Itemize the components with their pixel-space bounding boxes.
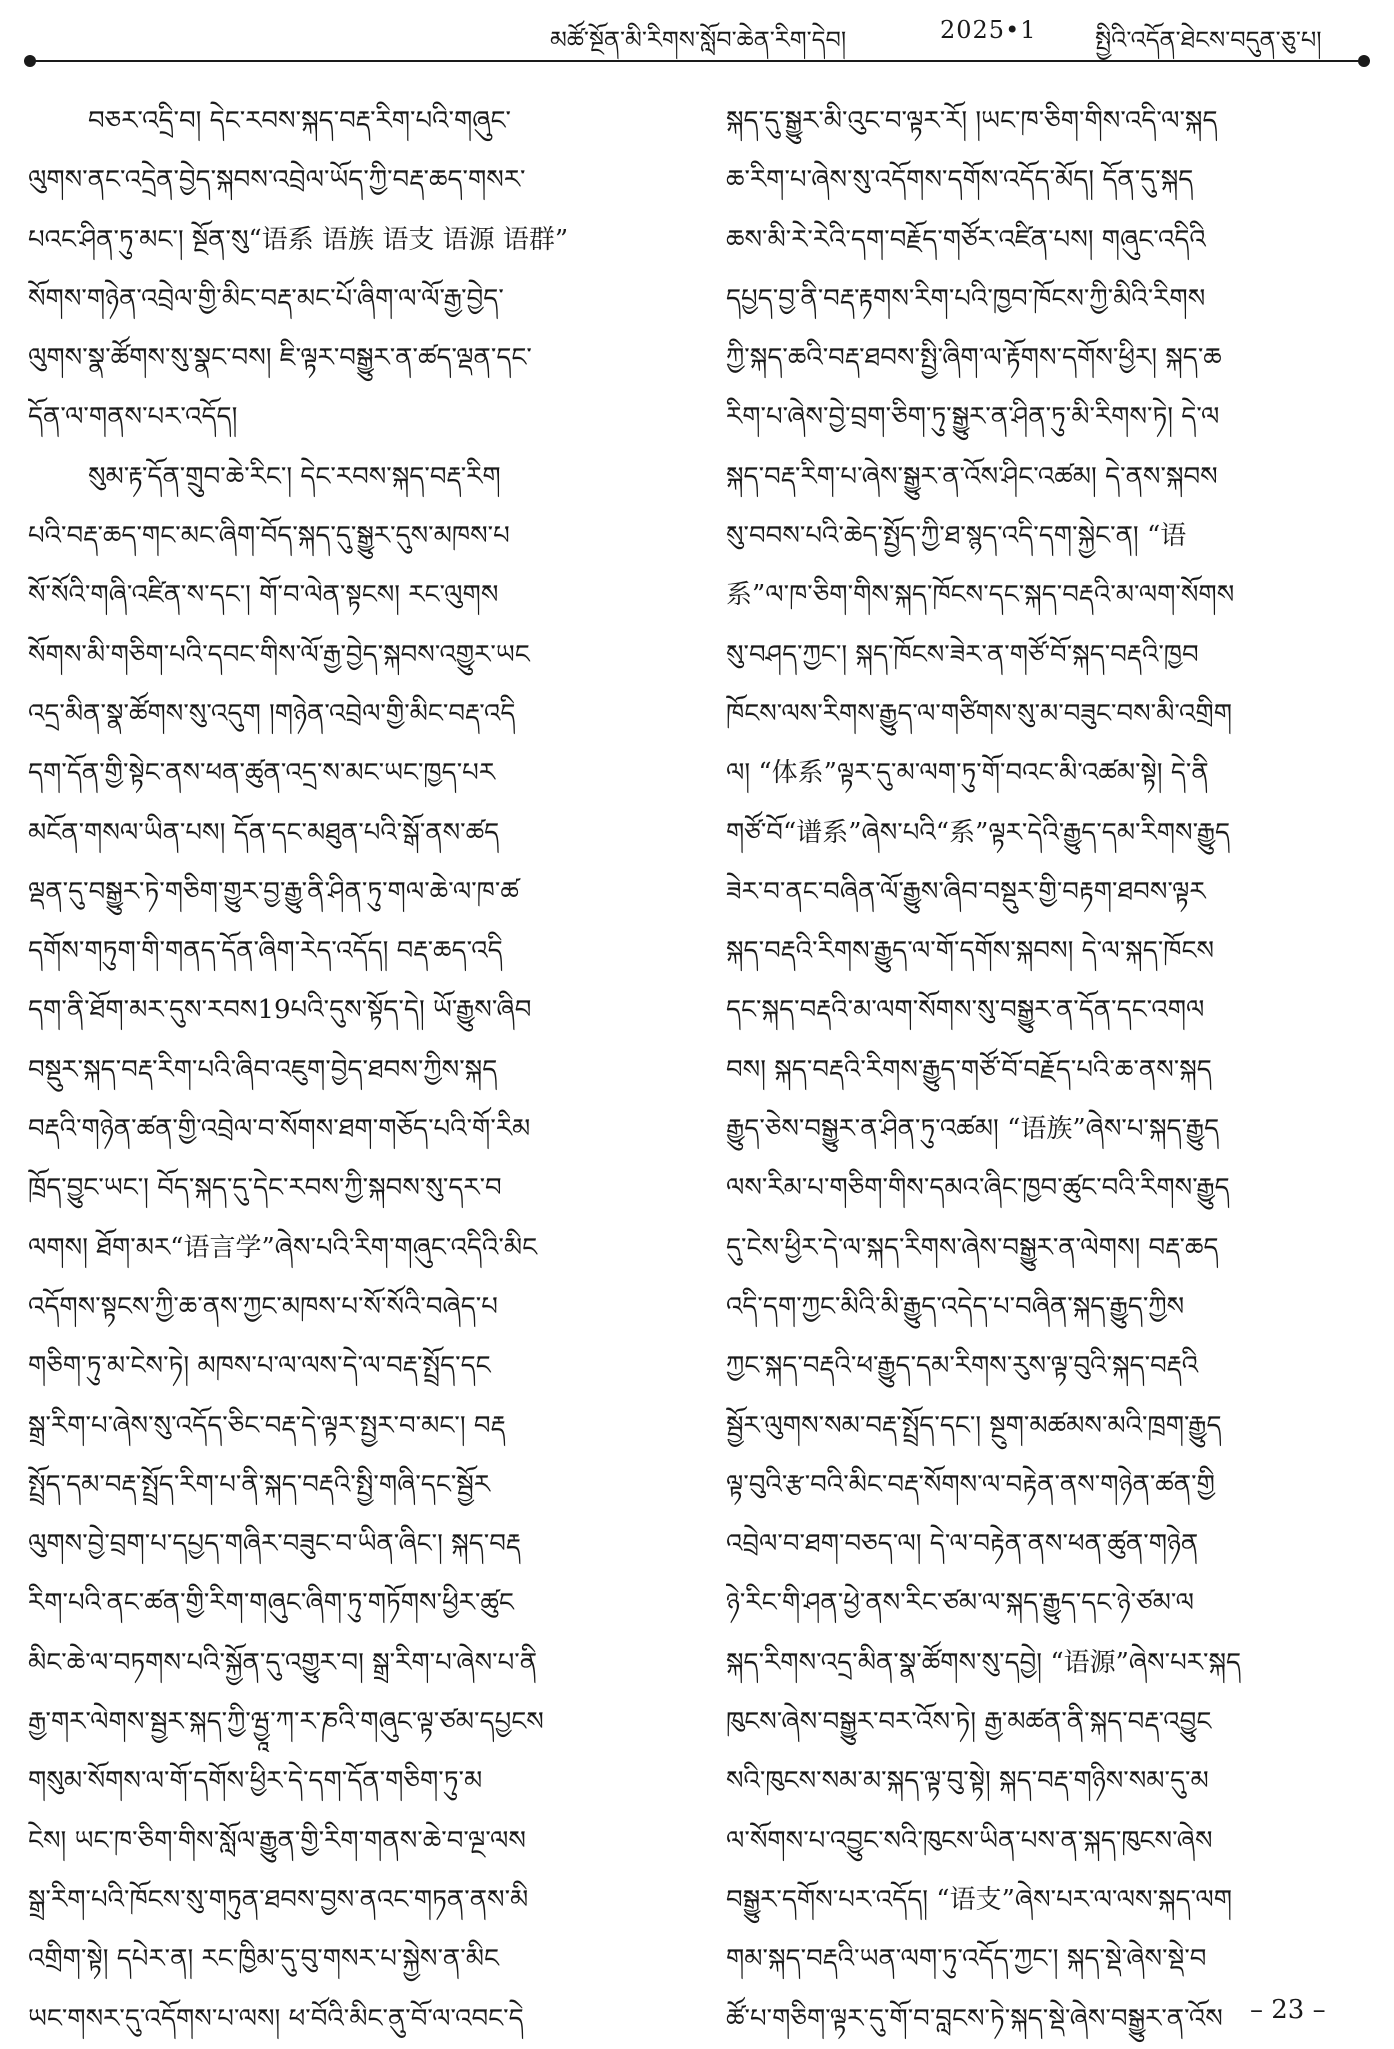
text-line: བསྒྱུར་དགོས་པར་འདོད། “语支”ཞེས་པར་ལ་ལས་སྐད་ལག bbox=[726, 1884, 1232, 1915]
text-line: སོགས་གཉེན་འབྲེལ་གྱི་མིང་བརྡ་མང་པོ་ཞིག་ལ་ལོ་རྒྱ་བྱེད་ bbox=[28, 283, 504, 314]
text-line: རྒྱ་གར་ལེགས་སྦྱར་སྐད་ཀྱི་ཝྱཱ་ཀ་ར་ཎའི་གཞུང་ལྟ་ཙམ་དཔྱངས bbox=[28, 1707, 544, 1738]
page-number: – 23 – bbox=[1250, 1995, 1326, 2025]
text-line: ཟེར་བ་ནང་བཞིན་ལོ་རྒྱུས་ཞིབ་བསྡུར་གྱི་བརྟག་ཐབས་ལྟར bbox=[726, 876, 1206, 907]
text-line: དགོས་གཏུག་གི་གནད་དོན་ཞིག་རེད་འདོད། བརྡ་ཆད་འདི bbox=[28, 936, 503, 967]
text-line: དོན་ལ་གནས་པར་འདོད། bbox=[28, 402, 238, 433]
text-line: ལགས། ཐོག་མར“语言学”ཞེས་པའི་རིག་གཞུང་འདིའི་མིང bbox=[28, 1232, 538, 1263]
text-line: ངེས། ཡང་ཁ་ཅིག་གིས་སློལ་རྒྱུན་གྱི་རིག་གནས་ཆེ་བ་ལྔ་ལས bbox=[28, 1825, 526, 1856]
text-line: ཀྱང་སྐད་བརྡའི་ཕ་རྒྱུད་དམ་རིགས་རུས་ལྟ་བུའི་སྐད་བརྡའི bbox=[726, 1351, 1199, 1382]
text-line: རིག་པའི་ནང་ཚན་གྱི་རིག་གཞུང་ཞིག་ཏུ་གཏོགས་ཕྱིར་ཚུང bbox=[28, 1588, 514, 1619]
rule-dot-left bbox=[24, 55, 36, 67]
text-line: ལ། “体系”ལྟར་དུ་མ་ལག་ཏུ་གོ་བའང་མི་འཚམ་སྟེ། དེ་ནི bbox=[726, 758, 1209, 789]
text-line: ཆ་རིག་པ་ཞེས་སུ་འདོགས་དགོས་འདོད་མོད། དོན་དུ་སྐད bbox=[726, 165, 1194, 196]
text-line: ཀྱི་སྐད་ཆའི་བརྡ་ཐབས་སྤྱི་ཞིག་ལ་རྟོགས་དགོས་ཕྱིར། སྐད་ཆ bbox=[726, 343, 1222, 374]
text-line: སུ་བབས་པའི་ཆེད་སྤྱོད་ཀྱི་ཐ་སྙད་འདི་དག་སྐྱེང་ན། “语 bbox=[726, 521, 1187, 552]
issue-number: སྤྱིའི་འདོན་ཐེངས་བདུན་ཅུ་པ། bbox=[1095, 26, 1322, 54]
text-line: གསུམ་སོགས་ལ་གོ་དགོས་ཕྱིར་དེ་དག་དོན་གཅིག་ཏུ་མ bbox=[28, 1766, 483, 1797]
text-line: སོགས་མི་གཅིག་པའི་དབང་གིས་ལོ་རྒྱ་བྱེད་སྐབས་འགྱུར་ཡང bbox=[28, 639, 530, 670]
text-line: ལྡན་དུ་བསྒྱུར་ཏེ་གཅིག་གྱུར་བྱ་རྒྱུ་ནི་ཤིན་ཏུ་གལ་ཆེ་ལ་ཁ་ཚ bbox=[28, 876, 519, 907]
text-line: སྐད་བརྡ་རིག་པ་ཞེས་སྒྱུར་ན་འོས་ཤིང་འཚམ། དེ་ནས་སྐབས bbox=[726, 461, 1218, 492]
text-line: འབྲེལ་བ་ཐག་བཅད་ལ། དེ་ལ་བརྟེན་ནས་ཕན་ཚུན་གཉེན bbox=[726, 1529, 1199, 1560]
text-line: སྒྲ་རིག་པ་ཞེས་སུ་འདོད་ཅིང་བརྡ་དེ་ལྟར་སྤྱར་བ་མང་། བརྡ bbox=[28, 1410, 506, 1441]
text-line: དུ་ངེས་ཕྱིར་དེ་ལ་སྐད་རིགས་ཞེས་བསྒྱུར་ན་ལེགས། བརྡ་ཆད bbox=[726, 1232, 1219, 1263]
text-line: སྐད་བརྡའི་རིགས་རྒྱུད་ལ་གོ་དགོས་སྐབས། དེ་ལ་སྐད་ཁོངས bbox=[726, 936, 1214, 967]
text-line: ལས་རིམ་པ་གཅིག་གིས་དམའ་ཞིང་ཁྱབ་ཚུང་བའི་རིགས་རྒྱུད bbox=[726, 1173, 1230, 1204]
text-line: འདྲ་མིན་སྣ་ཚོགས་སུ་འདུག །གཉེན་འབྲེལ་གྱི་མིང་བརྡ་འདི bbox=[28, 698, 516, 729]
text-line: འདི་དག་ཀྱང་མིའི་མི་རྒྱུད་འདེད་པ་བཞིན་སྐད་རྒྱུད་ཀྱིས bbox=[726, 1291, 1185, 1322]
text-line: རིག་པ་ཞེས་བྱེ་བྲག་ཅིག་ཏུ་སྒྱུར་ན་ཤིན་ཏུ་མི་རིགས་ཏེ། དེ་ལ bbox=[726, 402, 1220, 433]
text-line: མིང་ཆེ་ལ་བཏགས་པའི་སྐྱོན་དུ་འགྱུར་བ། སྒྲ་རིག་པ་ཞེས་པ་ནི bbox=[28, 1647, 538, 1678]
text-line: སྦྱོར་ལུགས་སམ་བརྡ་སྤྲོད་དང་། སྔུག་མཚམས་མའི་ཁྲག་རྒྱུད bbox=[726, 1410, 1222, 1441]
text-line: ལུགས་བྱེ་བྲག་པ་དཔྱད་གཞིར་བཟུང་བ་ཡིན་ཞིང་། སྐད་བརྡ bbox=[28, 1529, 521, 1560]
text-line: ཁོངས་ལས་རིགས་རྒྱུད་ལ་གཙིགས་སུ་མ་བཟུང་བས་མི་འགྲིག bbox=[726, 698, 1233, 729]
text-line: སུ་བཤད་ཀྱང་། སྐད་ཁོངས་ཟེར་ན་གཙོ་བོ་སྐད་བརྡའི་ཁྱབ bbox=[726, 639, 1199, 670]
text-line: ཁུངས་ཞེས་བསྒྱུར་བར་འོས་ཏེ། རྒྱ་མཚན་ནི་སྐད་བརྡ་འབྱུང bbox=[726, 1707, 1212, 1738]
text-line: བརྡའི་གཉེན་ཚན་གྱི་འབྲེལ་བ་སོགས་ཐག་གཅོད་པའི་གོ་རིམ bbox=[28, 1114, 531, 1145]
text-line: ཁྲོད་བྱུང་ཡང་། བོད་སྐད་དུ་དེང་རབས་ཀྱི་སྐབས་སུ་དར་བ bbox=[28, 1173, 502, 1204]
text-line: སྐད་དུ་སྒྱུར་མི་འུང་བ་ལྟར་རོ། །ཡང་ཁ་ཅིག་གིས་འདི་ལ་སྐད bbox=[726, 106, 1218, 136]
text-line: བསྡུར་སྐད་བརྡ་རིག་པའི་ཞིབ་འཇུག་བྱེད་ཐབས་ཀྱིས་སྐད bbox=[28, 1054, 498, 1085]
text-line: བཅར་འདྲི་བ། དེང་རབས་སྐད་བརྡ་རིག་པའི་གཞུང་ bbox=[88, 106, 511, 136]
text-line: སྐད་རིགས་འདྲ་མིན་སྣ་ཚོགས་སུ་དབྱེ། “语源”ཞེས་པར་སྐད bbox=[726, 1647, 1242, 1678]
text-line: ཚོ་པ་གཅིག་ལྟར་དུ་གོ་བ་བླངས་ཏེ་སྐད་སྡེ་ཞེས་བསྒྱུར་ན་འོས bbox=[726, 2003, 1223, 2034]
text-line: སོ་སོའི་གཞི་འཛིན་ས་དང་། གོ་བ་ལེན་སྟངས། རང་ལུགས bbox=[28, 580, 499, 611]
text-line: སའི་ཁུངས་སམ་མ་སྐད་ལྟ་བུ་སྟེ། སྐད་བརྡ་གཉིས་སམ་དུ་མ bbox=[726, 1766, 1209, 1797]
page-header bbox=[0, 0, 1394, 70]
text-line: དག་ནི་ཐོག་མར་དུས་རབས19པའི་དུས་སྟོད་དེ། ཡོ་རྒྱུས་ཞིབ bbox=[28, 995, 532, 1026]
text-line: སྤྲོད་དམ་བརྡ་སྤྲོད་རིག་པ་ནི་སྐད་བརྡའི་སྤྱི་གཞི་དང་སྦྱོར bbox=[28, 1469, 491, 1500]
text-line: གཙོ་བོ“谱系”ཞེས་པའི“系”ལྟར་དེའི་རྒྱུད་དམ་རིགས་རྒྱུད bbox=[726, 817, 1231, 848]
text-line: ལུགས་ནང་འདྲེན་བྱེད་སྐབས་འབྲེལ་ཡོད་ཀྱི་བརྡ་ཆད་གསར་ bbox=[28, 165, 526, 196]
text-line: སུམ་རྟ་དོན་གྲུབ་ཆེ་རིང་། དེང་རབས་སྐད་བརྡ་རིག bbox=[88, 461, 501, 492]
text-line: འདོགས་སྟངས་ཀྱི་ཆ་ནས་ཀྱང་མཁས་པ་སོ་སོའི་བཞེད་པ bbox=[28, 1291, 498, 1322]
right-column bbox=[726, 92, 1344, 2049]
header-rule bbox=[30, 60, 1364, 62]
text-line: པའང་ཤིན་ཏུ་མང་། སྔོན་སུ“语系 语族 语支 语源 语群” bbox=[28, 224, 569, 255]
text-line: མངོན་གསལ་ཡིན་པས། དོན་དང་མཐུན་པའི་སྒོ་ནས་ཚད bbox=[28, 817, 500, 848]
text-line: ལུགས་སྣ་ཚོགས་སུ་སྣང་བས། ཇི་ལྟར་བསྒྱུར་ན་ཚད་ལྡན་དང་ bbox=[28, 343, 532, 374]
text-line: པའི་བརྡ་ཆད་གང་མང་ཞིག་བོད་སྐད་དུ་སྒྱུར་དུས་མཁས་པ bbox=[28, 521, 510, 552]
text-line: གཅིག་ཏུ་མ་ངེས་ཏེ། མཁས་པ་ལ་ལས་དེ་ལ་བརྡ་སྤྲོད་དང bbox=[28, 1351, 491, 1382]
text-line: ལྟ་བུའི་རྩ་བའི་མིང་བརྡ་སོགས་ལ་བརྟེན་ནས་གཉེན་ཚན་གྱི bbox=[726, 1469, 1215, 1500]
text-line: ཉེ་རིང་གི་ཤན་ཕྱེ་ནས་རིང་ཙམ་ལ་སྐད་རྒྱུད་དང་ཉེ་ཙམ་ལ bbox=[726, 1588, 1194, 1619]
text-line: དང་སྐད་བརྡའི་མ་ལག་སོགས་སུ་བསྒྱུར་ན་དོན་དང་འགལ bbox=[726, 995, 1205, 1026]
text-line: སྒྲ་རིག་པའི་ཁོངས་སུ་གཏུན་ཐབས་བྱས་ནའང་གཏན་ནས་མི bbox=[28, 1884, 529, 1915]
text-line: གམ་སྐད་བརྡའི་ཡན་ལག་ཏུ་འདོད་ཀྱང་། སྐད་སྡེ་ཞེས་སྡེ་བ bbox=[726, 1944, 1207, 1975]
left-column bbox=[28, 92, 646, 2049]
text-line: དཔྱད་བྱ་ནི་བརྡ་རྟགས་རིག་པའི་ཁྱབ་ཁོངས་ཀྱི་མིའི་རིགས bbox=[726, 283, 1206, 314]
year-issue: 2025•1 bbox=[940, 16, 1037, 44]
journal-title: མཚོ་སྔོན་མི་རིགས་སློབ་ཆེན་རིག་དེབ། bbox=[550, 26, 847, 54]
rule-dot-right bbox=[1358, 55, 1370, 67]
text-line: ཆས་མི་རེ་རེའི་དག་བརྗོད་གཙོར་འཛིན་པས། གཞུང་འདིའི bbox=[726, 224, 1206, 255]
text-line: རྒྱུད་ཅེས་བསྒྱུར་ན་ཤིན་ཏུ་འཚམ། “语族”ཞེས་པ་སྐད་རྒྱུད bbox=[726, 1114, 1220, 1145]
text-line: 系”ལ་ཁ་ཅིག་གིས་སྐད་ཁོངས་དང་སྐད་བརྡའི་མ་ལག་སོགས bbox=[726, 580, 1235, 611]
text-line: ཡང་གསར་དུ་འདོགས་པ་ལས། ཕ་བོའི་མིང་ནུ་བོ་ལ་འབང་དེ bbox=[28, 2003, 524, 2034]
text-line: ལ་སོགས་པ་འབྱུང་སའི་ཁུངས་ཡིན་པས་ན་སྐད་ཁུངས་ཞེས bbox=[726, 1825, 1213, 1856]
text-line: བས། སྐད་བརྡའི་རིགས་རྒྱུད་གཙོ་བོ་བརྗོད་པའི་ཆ་ནས་སྐད bbox=[726, 1054, 1212, 1085]
text-line: འགྲིག་སྟེ། དཔེར་ན། རང་ཁྱིམ་དུ་བུ་གསར་པ་སྐྱེས་ན་མིང bbox=[28, 1944, 499, 1975]
text-line: དག་དོན་གྱི་སྟེང་ནས་ཕན་ཚུན་འདྲ་ས་མང་ཡང་ཁྱད་པར bbox=[28, 758, 496, 789]
